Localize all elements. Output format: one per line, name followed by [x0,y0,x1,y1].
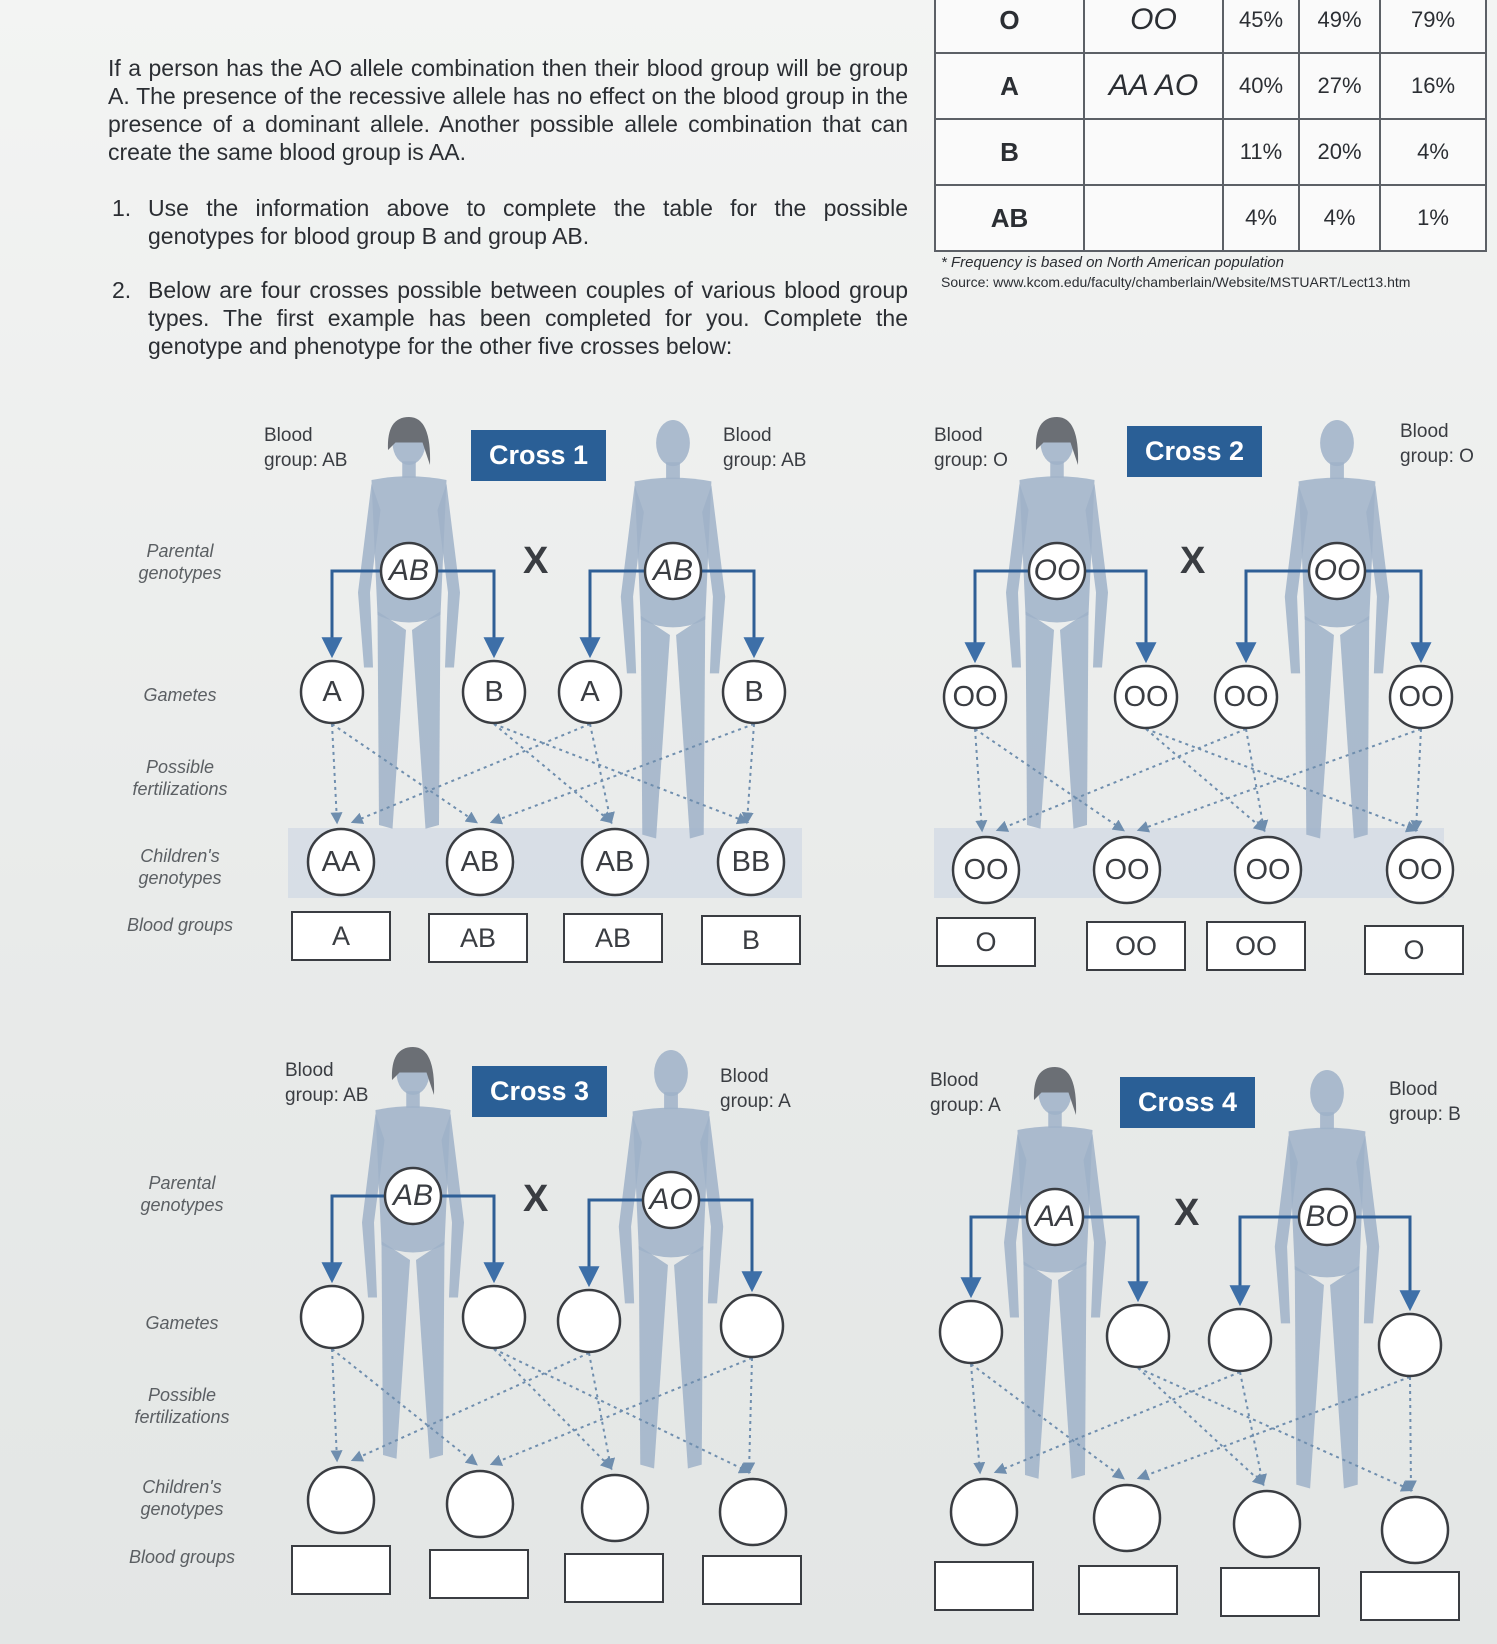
cross-3-fertilization-arrow [492,1358,752,1464]
table-cell-percent: 4% [1223,185,1299,251]
cross-1-mother-genotype: AB [388,554,430,587]
cross-2-fertilization-arrow [1246,729,1264,830]
cross-2-child-genotype-1[interactable]: OO [963,854,1009,886]
table-cell-percent: 40% [1223,53,1299,119]
cross-3-title: Cross 3 [472,1066,607,1117]
cross-4-father-genotype: BO [1305,1200,1349,1233]
cross-3-fertilization-arrow [494,1349,611,1468]
cross-2-blood-group-4[interactable]: O [1403,935,1425,965]
cross-3-gamete-circle [558,1290,620,1352]
cross-4-fertilization-arrow [1138,1368,1263,1484]
table-cell-group: AB [935,185,1084,251]
cross-2-fertilization-arrow [1416,729,1421,830]
table-cell-group: B [935,119,1084,185]
cross-2-father-bracket-left-arrow [1246,571,1309,659]
cross-3-mother-group: Blood group: AB [285,1060,369,1106]
cross-4-fertilization-arrow [1240,1372,1263,1484]
cross-3-blood-group-box [565,1554,663,1602]
cross-2-mother-figure [1006,417,1108,829]
cross-2-fertilization-arrow [1139,729,1421,830]
cross-4-fertilization-arrow [971,1364,1123,1478]
cross-2-blood-group-2[interactable]: OO [1114,931,1157,961]
table-cell-percent: 45% [1223,0,1299,53]
cross-1-child-genotype-3[interactable]: AB [595,846,635,878]
cross-2-title: Cross 2 [1127,426,1262,477]
table-source: Source: www.kcom.edu/faculty/chamberlain/Website/MSTUART/Lect13.htm [941,274,1411,290]
cross-3-gamete-circle [301,1286,363,1348]
cross-2-fertilization-arrow [975,729,982,830]
cross-2-fertilization-arrow [975,729,1123,830]
cross-3-father-bracket-right-arrow [699,1200,752,1288]
cross-4-child-circle [1234,1491,1300,1557]
cross-3-child-circle [582,1475,648,1541]
cross-2-gamete-4[interactable]: OO [1398,681,1444,713]
cross-1-fertilization-arrow [332,724,337,822]
cross-3-gamete-circle [463,1286,525,1348]
cross-4-blood-group-box [1361,1572,1459,1620]
cross-2-mother-genotype: OO [1033,554,1081,587]
table-cell-percent: 4% [1299,185,1380,251]
cross-1-gamete-4[interactable]: B [744,676,764,708]
cross-4-blood-group-box [1221,1568,1319,1616]
row-label-gametes: Gametes [143,685,217,705]
cross-1-father-group: Blood group: AB [723,425,807,471]
cross-4-child-circle [951,1479,1017,1545]
cross-4-child-circle [1382,1497,1448,1563]
row-label-parental-genotypes: Parental genotypes [138,541,222,583]
cross-4-gamete-circle [1209,1309,1271,1371]
cross-3-x-mark: X [523,1178,549,1220]
table-cell-group: O [935,0,1084,53]
cross-1-gamete-3[interactable]: A [580,676,600,708]
row-label-possible-fertilizations: Possible fertilizations [132,757,228,799]
cross-2-blood-group-3[interactable]: OO [1234,931,1277,961]
cross-4-fertilization-arrow [1139,1377,1410,1478]
row-label-blood-groups: Blood groups [126,915,234,935]
cross-3-father-bracket-left-arrow [589,1200,643,1283]
table-cell-genotype[interactable]: AA AO [1084,53,1223,119]
cross-3-fertilization-arrow [332,1349,476,1464]
cross-2-father-genotype: OO [1313,554,1361,587]
cross-4-father-bracket-left-arrow [1240,1217,1299,1302]
table-cell-genotype[interactable]: OO [1084,0,1223,53]
cross-1-fertilization-arrow [492,724,754,822]
cross-1-blood-group-2[interactable]: AB [459,923,497,953]
cross-2-father-figure [1285,420,1389,838]
cross-2-gamete-3[interactable]: OO [1223,681,1269,713]
cross-3-fertilization-arrow [332,1349,337,1460]
cross-3-child-circle [447,1471,513,1537]
cross-3-mother-figure [362,1047,464,1459]
table-cell-group: A [935,53,1084,119]
cross-1-child-genotype-1[interactable]: AA [321,846,361,878]
cross-4-mother-genotype: AA [1034,1200,1076,1233]
cross-3-fertilization-arrow [749,1358,752,1472]
cross-1-blood-group-1[interactable]: A [331,921,350,951]
cross-1-child-genotype-4[interactable]: BB [731,846,771,878]
cross-1-mother-bracket-right-arrow [437,571,494,654]
table-cell-percent: 1% [1380,185,1486,251]
table-cell-percent: 11% [1223,119,1299,185]
cross-3-mother-bracket-right-arrow [441,1196,494,1279]
question-2-number: 2. [112,277,132,303]
cross-4-fertilization-arrow [971,1364,980,1472]
cross-2-gamete-1[interactable]: OO [952,681,998,713]
question-1-text: Use the information above to complete the table for the possible genotypes for blood group B and group AB. [148,195,908,249]
cross-4-mother-group: Blood group: A [930,1070,1001,1116]
cross-1-father-figure [621,420,725,838]
cross-2-child-genotype-2[interactable]: OO [1104,854,1150,886]
cross-1-father-bracket-right-arrow [701,571,754,654]
table-cell-percent: 49% [1299,0,1380,53]
cross-1-blood-group-4[interactable]: B [741,925,760,955]
cross-3-child-circle [720,1479,786,1545]
table-cell-percent: 27% [1299,53,1380,119]
cross-4-x-mark: X [1174,1192,1200,1234]
cross-4-gamete-circle [1379,1314,1441,1376]
cross-3-father-group: Blood group: A [720,1066,791,1112]
table-footnote: * Frequency is based on North American population [941,254,1284,271]
row-label-childrens-genotypes: Children's genotypes [140,1477,224,1519]
table-cell-percent: 20% [1299,119,1380,185]
cross-1-father-bracket-left-arrow [590,571,645,654]
cross-3-father-genotype: AO [649,1183,693,1216]
cross-4-mother-bracket-left-arrow [971,1217,1027,1294]
cross-1-father-genotype: AB [652,554,694,587]
cross-2-mother-bracket-left-arrow [975,571,1029,659]
cross-2-fertilization-arrow [1146,729,1264,830]
row-label-parental-genotypes: Parental genotypes [140,1173,224,1215]
cross-4-blood-group-box [1079,1566,1177,1614]
cross-1-x-mark: X [523,540,549,582]
cross-1-fertilization-arrow [747,724,754,822]
intro-paragraph: If a person has the AO allele combination then their blood group will be group A. The presence of the recessive allele has no effect on the blood group in the presence of a dominant allele. Another possible allele combination that can create the same blood group is AA. [108,55,908,165]
cross-4-gamete-circle [940,1301,1002,1363]
row-label-possible-fertilizations: Possible fertilizations [134,1385,230,1427]
row-label-childrens-genotypes: Children's genotypes [138,846,222,888]
cross-2-father-group: Blood group: O [1400,421,1474,467]
cross-3-gamete-circle [721,1295,783,1357]
cross-3-blood-group-box [292,1546,390,1594]
cross-4-father-figure [1275,1070,1379,1488]
cross-1-title: Cross 1 [471,430,606,481]
row-label-blood-groups: Blood groups [128,1547,236,1567]
cross-4-blood-group-box [935,1562,1033,1610]
cross-2-blood-group-1[interactable]: O [975,927,997,957]
cross-1-fertilization-arrow [590,724,611,822]
cross-4-mother-bracket-right-arrow [1083,1217,1138,1298]
cross-4-fertilization-arrow [1410,1377,1411,1490]
question-2-text: Below are four crosses possible between couples of various blood group types. The first example has been completed for you. Complete the genotype and phenotype for the other five crosses below: [148,277,908,359]
cross-4-title: Cross 4 [1120,1077,1255,1128]
cross-1-fertilization-arrow [332,724,476,822]
cross-4-father-group: Blood group: B [1389,1079,1461,1125]
cross-2-father-bracket-right-arrow [1365,571,1421,659]
cross-4-mother-figure [1004,1067,1106,1479]
question-1-number: 1. [112,195,132,221]
cross-1-gamete-1[interactable]: A [322,676,342,708]
cross-4-father-bracket-right-arrow [1355,1217,1410,1307]
cross-4-child-circle [1094,1485,1160,1551]
cross-1-gamete-2[interactable]: B [484,676,504,708]
cross-3-blood-group-box [703,1556,801,1604]
table-cell-percent: 79% [1380,0,1486,53]
cross-2-child-genotype-3[interactable]: OO [1245,854,1291,886]
cross-2-x-mark: X [1180,540,1206,582]
cross-2-gamete-2[interactable]: OO [1123,681,1169,713]
cross-1-child-genotype-2[interactable]: AB [460,846,500,878]
table-cell-percent: 4% [1380,119,1486,185]
cross-1-mother-figure [358,417,460,829]
row-label-gametes: Gametes [145,1313,219,1333]
table-cell-percent: 16% [1380,53,1486,119]
cross-3-child-circle [308,1467,374,1533]
cross-2-child-genotype-4[interactable]: OO [1397,854,1443,886]
cross-1-mother-group: Blood group: AB [264,425,348,471]
cross-3-blood-group-box [430,1550,528,1598]
cross-2-mother-group: Blood group: O [934,425,1008,471]
cross-3-fertilization-arrow [589,1353,611,1468]
cross-3-mother-genotype: AB [392,1179,434,1212]
cross-4-fertilization-arrow [1138,1368,1411,1490]
cross-1-blood-group-3[interactable]: AB [594,923,632,953]
cross-4-gamete-circle [1107,1305,1169,1367]
